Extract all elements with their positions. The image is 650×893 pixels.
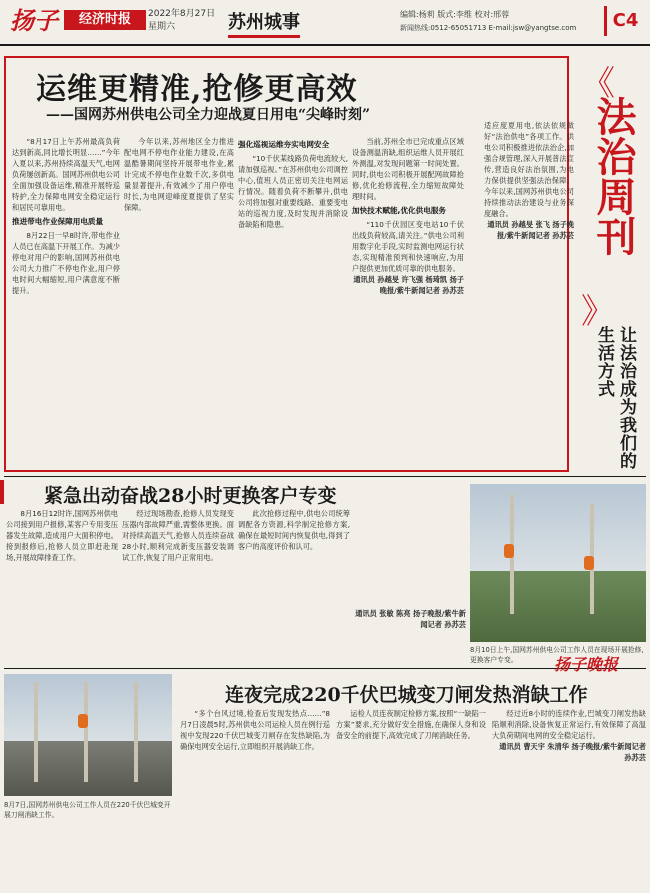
newspaper-logo: 扬子 xyxy=(10,6,58,35)
accent-bar xyxy=(0,480,4,504)
law-weekly-sidebar xyxy=(573,56,646,472)
story2-byline: 通讯员 张敏 陈亮 扬子晚报/紫牛新闻记者 孙苏芸 xyxy=(355,609,466,629)
issue-weekday: 星期六 xyxy=(148,22,176,32)
story3-caption: 8月7日,国网苏州供电公司工作人员在220千伏巴城变开展刀闸消缺工作。 xyxy=(4,801,171,819)
staff-credits: 编辑:杨莉 版式:李维 校对:邢蓉 xyxy=(400,10,510,19)
story2-paragraph: 此次抢修过程中,供电公司统筹调配各方资源,科学制定抢修方案,确保在最短时间内恢复供电,得到了客户的高度评价和认可。 xyxy=(238,509,350,551)
lead-column-1 xyxy=(12,136,120,466)
lead-paragraph: “8月17日上午苏州最高负荷达到新高,同比增长明显……”今年入夏以来,苏州持续高温天气,电网负荷屡创新高。国网苏州供电公司全面加强设备运维,精准开展特巡特护,全力保障电网安全稳定运行和居民可靠用电。 xyxy=(12,137,120,212)
law-byline: 通讯员 孙越旻 张飞 扬子晚报/紫牛新闻记者 孙苏芸 xyxy=(487,220,574,240)
lead-paragraph: 当前,苏州全市已完成重点区域设备测温消缺,组织运维人员开展红外测温,对发现问题第一时间处置。同时,供电公司积极开展配网故障抢修,优化抢修流程,全力缩短故障处理时间。 xyxy=(352,137,464,201)
story3-byline: 通讯员 曹天宇 朱清华 扬子晚报/紫牛新闻记者 孙苏芸 xyxy=(499,742,646,762)
lead-section-heading: 加快技术赋能,优化供电服务 xyxy=(352,206,447,215)
story3-column-1 xyxy=(180,708,330,888)
story2-headline: 紧急出动奋战28小时更换客户专变 xyxy=(44,485,337,507)
law-weekly-slogan: 让法治成为我们的生活方式 xyxy=(594,326,636,470)
substation-frame xyxy=(84,682,88,782)
story2-paragraph: 经过现场勘查,抢修人员发现变压器内部故障严重,需整体更换。面对持续高温天气,抢修人员连续奋战28小时,顺利完成新变压器安装调试工作,恢复了用户正常用电。 xyxy=(122,509,234,562)
photo-ground xyxy=(470,571,646,642)
issue-date: 2022年8月27日 xyxy=(148,9,216,19)
photo-ground xyxy=(4,741,172,796)
lead-paragraph: 今年以来,苏州地区全力推进配电网不停电作业能力建设,在高温酷暑期间坚持开展带电作业,累计完成不停电作业数千次,多供电量显著提升,有效减少了用户停电时长,为电网迎峰度夏提供了坚实保障。 xyxy=(124,137,234,212)
story3-photo xyxy=(4,674,172,796)
lead-column-2 xyxy=(124,136,234,466)
edition-badge: 经济时报 xyxy=(64,10,146,30)
law-paragraph: 适应度夏用电,依法依规做好“法治供电”各项工作。供电公司积极推进依法治企,加强合规管理,深入开展普法宣传,营造良好法治氛围,为电力保供提供坚强法治保障。今年以来,国网苏州供电公司持续推动法治建设与业务深度融合。 xyxy=(484,121,574,218)
law-column-text xyxy=(484,120,574,241)
newspaper-brand-mark: 扬子晚报 xyxy=(554,655,619,674)
lead-subheadline: ——国网苏州供电公司全力迎战夏日用电“尖峰时刻” xyxy=(46,107,371,123)
masthead xyxy=(0,0,650,46)
story2-paragraph: 8月16日12时许,国网苏州供电公司接到用户报修,某客户专用变压器发生故障,造成用户大面积停电。接到报修后,抢修人员立即赶赴现场,开展故障排查工作。 xyxy=(6,509,118,562)
section-divider xyxy=(4,476,646,477)
lead-column-3 xyxy=(238,136,348,466)
story3-paragraph: 经过近8小时的连续作业,巴城变刀闸发热缺陷顺利消除,设备恢复正常运行,有效保障了高温大负荷期间电网的安全稳定运行。 xyxy=(492,709,646,740)
lead-column-4 xyxy=(352,136,464,466)
story3-paragraph: 运检人员连夜制定检修方案,按照“一缺陷一方案”要求,充分做好安全措施,在确保人身和设备安全的前提下,高效完成了刀闸消缺任务。 xyxy=(336,709,486,740)
story3-column-3 xyxy=(492,708,646,888)
story2-caption: 8月10日上午,国网苏州供电公司工作人员在现场开展抢修,更换客户专变。 xyxy=(470,646,644,664)
section-title: 苏州城事 xyxy=(228,8,300,38)
contact-line: 新闻热线:0512-65051713 E-mail:jsw@yangtse.com xyxy=(400,24,577,32)
page-number: C4 xyxy=(604,6,644,36)
story3-headline: 连夜完成220千伏巴城变刀闸发热消缺工作 xyxy=(225,684,588,706)
lead-section-heading: 强化巡视运维夯实电网安全 xyxy=(238,140,330,149)
lead-story-box xyxy=(4,56,574,472)
bracket-close-icon: 》 xyxy=(581,292,615,332)
story2-column-3 xyxy=(238,508,350,648)
story2-column-4 xyxy=(354,508,466,648)
lead-section-heading: 推进带电作业保障用电质量 xyxy=(12,217,104,226)
worker-figure xyxy=(584,556,594,570)
substation-frame xyxy=(134,682,138,782)
photo-sky xyxy=(4,674,172,741)
bracket-open-icon: 《 xyxy=(581,64,615,104)
photo-sky xyxy=(470,484,646,571)
story2-column-1 xyxy=(6,508,118,648)
worker-figure xyxy=(78,714,88,728)
story2-column-2 xyxy=(122,508,234,648)
story2-photo xyxy=(470,484,646,642)
story3-paragraph: “多个台风过境,检查后发现发热点……”8月7日凌晨5时,苏州供电公司运检人员在例行巡视中发现220千伏巴城变刀闸存在发热缺陷,为确保电网安全运行,立即组织开展消缺工作。 xyxy=(180,709,330,751)
lead-paragraph: “110千伏园区变电站10千伏出线负荷较高,请关注。”供电公司利用数字化手段,实时监测电网运行状态,实现精准预判和快速响应,为用户提供更加优质可靠的供电服务。 xyxy=(352,220,464,273)
substation-frame xyxy=(34,682,38,782)
worker-figure xyxy=(504,544,514,558)
lead-paragraph: 8月22日一早8时许,带电作业人员已在高温下开展工作。为减少停电对用户的影响,国网苏州供电公司大力推广不停电作业,用户停电时间大幅缩短,用户满意度不断提升。 xyxy=(12,231,120,295)
lead-headline: 运维更精准,抢修更高效 xyxy=(36,72,358,107)
story3-column-2 xyxy=(336,708,486,888)
law-weekly-title: 法治周刊 xyxy=(590,96,637,256)
section-divider xyxy=(4,668,646,669)
lead-paragraph: “10千伏某线路负荷电流较大,请加强巡视。”在苏州供电公司调控中心,值班人员正密切关注电网运行情况。随着负荷不断攀升,供电公司将加强对重要线路、重要变电站的巡视力度,及时发现并消除设备缺陷和隐患。 xyxy=(238,154,348,229)
lead-byline: 通讯员 孙越旻 许飞强 杨琦凯 扬子晚报/紫牛新闻记者 孙苏芸 xyxy=(353,275,464,295)
